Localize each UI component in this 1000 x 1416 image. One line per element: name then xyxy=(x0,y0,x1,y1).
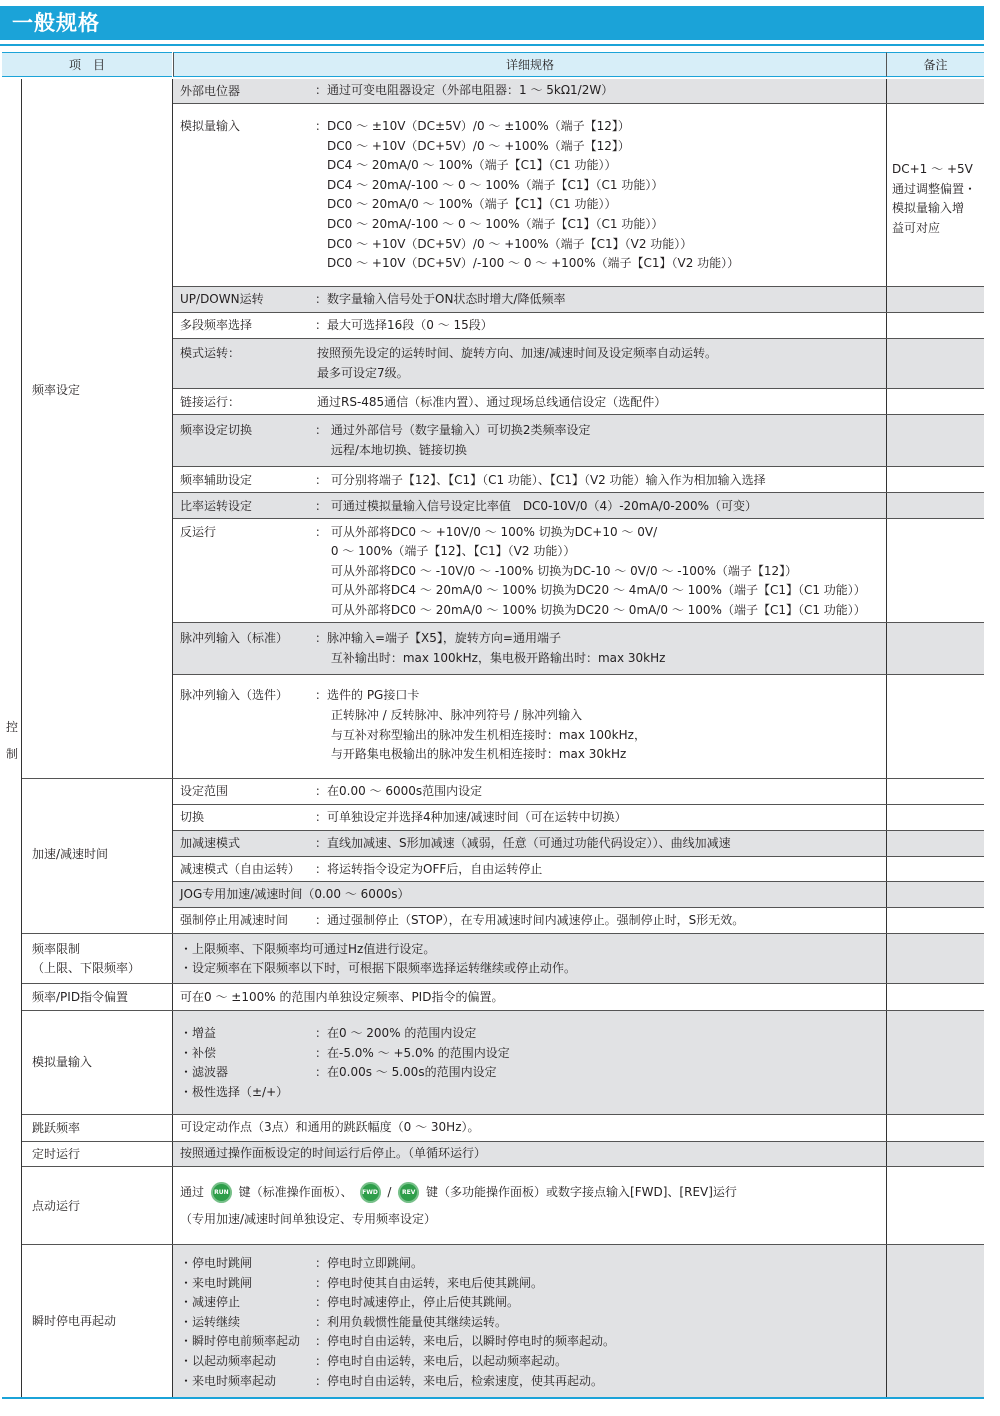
spec-analog-2: DC0 ～ +10V（DC+5V）/0 ～ +100%（端子【12】） xyxy=(315,139,630,153)
section-pid-bias: 频率/PID指令偏置 xyxy=(32,990,129,1004)
item-link: 链接运行： xyxy=(180,395,241,409)
item-jog-time: JOG专用加速/减速时间（0.00 ～ 6000s） xyxy=(180,887,410,901)
spec-jog-line2: （专用加速/减速时间单独设定、专用频率设定） xyxy=(180,1212,437,1226)
spec-analog-5: DC0 ～ 20mA/0 ～ 100%（端子【C1】（C1 功能）） xyxy=(315,197,617,211)
row-shade xyxy=(173,286,984,312)
restart-item-5: ・瞬时停电前频率起动 xyxy=(180,1334,301,1348)
note-2: 通过调整偏置・ xyxy=(892,182,977,196)
row-shade xyxy=(173,1010,984,1114)
restart-item-6: ・以起动频率起动 xyxy=(180,1354,277,1368)
title-bar xyxy=(0,6,984,40)
spec-jog-line1 xyxy=(180,1180,737,1204)
spec-range: ：在0.00 ～ 6000s范围内设定 xyxy=(315,784,483,798)
spec-pattern-1: 按照预先设定的运转时间、旋转方向、加速/减速时间及设定频率自动运转。 xyxy=(317,346,718,360)
header-item: 项 目 xyxy=(2,52,172,77)
section-control-2: 制 xyxy=(5,747,18,761)
spec-reverse-1: ： 可从外部将DC0 ～ +10V/0 ～ 100% 切换为DC+10 ～ 0V/ xyxy=(315,525,658,539)
restart-item-3: ・减速停止 xyxy=(180,1295,241,1309)
item-aux: 频率辅助设定 xyxy=(180,473,253,487)
spec-analog-1: ：DC0 ～ ±10V（DC±5V）/0 ～ ±100%（端子【12】） xyxy=(315,119,630,133)
restart-val-3: ：停电时减速停止，停止后使其跳闸。 xyxy=(315,1295,520,1309)
spec-pulse-opt-1: ：选件的 PG接口卡 xyxy=(315,688,420,702)
restart-val-7: ：停电时自由运转，来电后，检索速度，使其再起动。 xyxy=(315,1374,604,1388)
page-title: 一般规格 xyxy=(12,11,100,35)
spec-ratio: ： 可通过模拟量输入信号设定比率值 DC0-10V/0（4）-20mA/0-200%（可变） xyxy=(315,499,758,513)
restart-item-2: ・来电时跳闸 xyxy=(180,1276,253,1290)
restart-val-1: ：停电时立即跳闸。 xyxy=(315,1256,424,1270)
jog-pre-text: 通过 xyxy=(180,1185,205,1199)
spec-pulse-std-2: 互补输出时：max 100kHz，集电极开路输出时：max 30kHz xyxy=(315,651,666,665)
spec-timer-run: 按照通过操作面板设定的时间运行后停止。（单循环运行） xyxy=(180,1146,487,1160)
item-force-stop: 强制停止用减速时间 xyxy=(180,913,289,927)
header-note: 备注 xyxy=(886,52,984,77)
spec-pattern-2: 最多可设定7级。 xyxy=(317,366,409,380)
spec-accel-mode: ：直线加减速、S形加减速（减弱，任意（可通过功能代码设定））、曲线加减速 xyxy=(315,836,731,850)
jog-slash: / xyxy=(387,1185,392,1199)
spec-switching: ：可单独设定并选择4种加速/减速时间（可在运转中切换） xyxy=(315,810,627,824)
rev-key-icon: REV xyxy=(398,1182,419,1203)
restart-val-4: ：利用负载惯性能量使其继续运转。 xyxy=(315,1315,508,1329)
spec-pulse-opt-2: 正转脉冲 / 反转脉冲、脉冲列符号 / 脉冲列输入 xyxy=(315,708,583,722)
spec-analog-6: DC0 ～ 20mA/-100 ～ 0 ～ 100%（端子【C1】（C1 功能）） xyxy=(315,217,664,231)
spec-link: 通过RS-485通信（标准内置）、通过现场总线通信设定（选配件） xyxy=(317,395,667,409)
item-analog: 模拟量输入 xyxy=(180,119,241,133)
restart-val-6: ：停电时自由运转，来电后，以起动频率起动。 xyxy=(315,1354,568,1368)
title-underline xyxy=(0,44,984,46)
note-1: DC+1 ～ +5V xyxy=(892,162,973,176)
item-ratio: 比率运转设定 xyxy=(180,499,253,513)
item-pulse-opt: 脉冲列输入（选件） xyxy=(180,688,289,702)
item-decel-free: 减速模式（自由运转） xyxy=(180,862,301,876)
spec-table xyxy=(2,52,984,1398)
analog-val-gain: ：在0 ～ 200% 的范围内设定 xyxy=(315,1026,477,1040)
spec-switch-1: ： 通过外部信号（数字量输入）可切换2类频率设定 xyxy=(315,423,591,437)
section-freq-limit-sub: （上限、下限频率） xyxy=(32,961,141,975)
analog-val-filter: ：在0.00s ～ 5.00s的范围内设定 xyxy=(315,1065,497,1079)
spec-analog-8: DC0 ～ +10V（DC+5V）/-100 ～ 0 ～ +100%（端子【C1】（V2 功能）） xyxy=(315,256,740,270)
item-switching: 切换 xyxy=(180,810,205,824)
spec-freq-limit-1: ・上限频率、下限频率均可通过Hz值进行设定。 xyxy=(180,942,436,956)
spec-reverse-3: 可从外部将DC0 ～ -10V/0 ～ -100% 切换为DC-10 ～ 0V/0 ～ -100%（端子【12】） xyxy=(315,564,798,578)
spec-ext-pot: ：通过可变电阻器设定（外部电阻器：1 ～ 5kΩ1/2W） xyxy=(315,83,614,97)
section-jump-freq: 跳跃频率 xyxy=(32,1121,81,1135)
spec-updown: ：数字量输入信号处于ON状态时增大/降低频率 xyxy=(315,292,566,306)
analog-item-filter: ・滤波器 xyxy=(180,1065,229,1079)
section-analog-input: 模拟量输入 xyxy=(32,1055,93,1069)
note-3: 模拟量输入增 xyxy=(892,201,965,215)
spec-analog-3: DC4 ～ 20mA/0 ～ 100%（端子【C1】（C1 功能）） xyxy=(315,158,617,172)
spec-analog-4: DC4 ～ 20mA/-100 ～ 0 ～ 100%（端子【C1】（C1 功能）） xyxy=(315,178,664,192)
spec-analog-7: DC0 ～ +10V（DC+5V）/0 ～ +100%（端子【C1】（V2 功能）） xyxy=(315,237,693,251)
jog-mid-text: 键（标准操作面板）、 xyxy=(238,1185,353,1199)
spec-aux: ： 可分别将端子【12】、【C1】（C1 功能）、【C1】（V2 功能）输入作为相加输入选择 xyxy=(315,473,766,487)
spec-reverse-5: 可从外部将DC0 ～ 20mA/0 ～ 100% 切换为DC20 ～ 0mA/0 ～ 100%（端子【C1】（C1 功能）） xyxy=(315,603,866,617)
item-pulse-std: 脉冲列输入（标准） xyxy=(180,631,289,645)
spec-reverse-4: 可从外部将DC4 ～ 20mA/0 ～ 100% 切换为DC20 ～ 4mA/0 ～ 100%（端子【C1】（C1 功能）） xyxy=(315,583,866,597)
section-timer-run: 定时运行 xyxy=(32,1147,81,1161)
analog-val-offset: ：在-5.0% ～ +5.0% 的范围内设定 xyxy=(315,1046,510,1060)
spec-decel-free: ：将运转指令设定为OFF后，自由运转停止 xyxy=(315,862,543,876)
section-freq-limit: 频率限制 xyxy=(32,942,81,956)
item-ext-pot: 外部电位器 xyxy=(180,84,241,98)
jog-post-text: 键（多功能操作面板）或数字接点输入[FWD]、[REV]运行 xyxy=(426,1185,737,1199)
restart-val-5: ：停电时自由运转，来电后，以瞬时停电时的频率起动。 xyxy=(315,1334,616,1348)
section-jog: 点动运行 xyxy=(32,1199,81,1213)
section-accel-decel: 加速/减速时间 xyxy=(32,847,109,861)
spec-pulse-std-1: ：脉冲输入=端子【X5】，旋转方向=通用端子 xyxy=(315,631,561,645)
spec-freq-limit-2: ・设定频率在下限频率以下时，可根据下限频率选择运转继续或停止动作。 xyxy=(180,961,577,975)
spec-force-stop: ：通过强制停止（STOP），在专用减速时间内减速停止。强制停止时，S形无效。 xyxy=(315,913,745,927)
restart-item-1: ・停电时跳闸 xyxy=(180,1256,253,1270)
spec-pulse-opt-4: 与开路集电极输出的脉冲发生机相连接时：max 30kHz xyxy=(315,747,627,761)
section-restart: 瞬时停电再起动 xyxy=(32,1314,117,1328)
run-key-icon: RUN xyxy=(211,1182,232,1203)
item-multistep: 多段频率选择 xyxy=(180,318,253,332)
section-control: 控 xyxy=(5,720,18,734)
note-4: 益可对应 xyxy=(892,221,941,235)
spec-jump-freq: 可设定动作点（3点）和通用的跳跃幅度（0 ～ 30Hz）。 xyxy=(180,1120,480,1134)
section-freq-setting: 频率设定 xyxy=(32,383,81,397)
spec-reverse-2: 0 ～ 100%（端子【12】、【C1】（V2 功能）） xyxy=(315,544,576,558)
item-reverse: 反运行 xyxy=(180,525,217,539)
spec-pid-bias: 可在0 ～ ±100% 的范围内单独设定频率、PID指令的偏置。 xyxy=(180,990,504,1004)
spec-switch-2: 远程/本地切换、链接切换 xyxy=(315,443,467,457)
analog-item-polarity: ・极性选择（±/+） xyxy=(180,1085,289,1099)
item-updown: UP/DOWN运转 xyxy=(180,292,264,306)
item-pattern: 模式运转： xyxy=(180,346,241,360)
header-detail: 详细规格 xyxy=(173,52,886,77)
fwd-key-icon: FWD xyxy=(360,1182,381,1203)
item-accel-mode: 加减速模式 xyxy=(180,836,241,850)
restart-val-2: ：停电时使其自由运转，来电后使其跳闸。 xyxy=(315,1276,544,1290)
item-range: 设定范围 xyxy=(180,784,229,798)
spec-pulse-opt-3: 与互补对称型输出的脉冲发生机相连接时：max 100kHz， xyxy=(315,728,646,742)
item-switch: 频率设定切换 xyxy=(180,423,253,437)
spec-multistep: ：最大可选择16段（0 ～ 15段） xyxy=(315,318,493,332)
analog-item-gain: ・增益 xyxy=(180,1026,217,1040)
analog-item-offset: ・补偿 xyxy=(180,1046,217,1060)
restart-item-7: ・来电时频率起动 xyxy=(180,1374,277,1388)
table-bottom-rule xyxy=(2,1397,984,1399)
restart-item-4: ・运转继续 xyxy=(180,1315,241,1329)
